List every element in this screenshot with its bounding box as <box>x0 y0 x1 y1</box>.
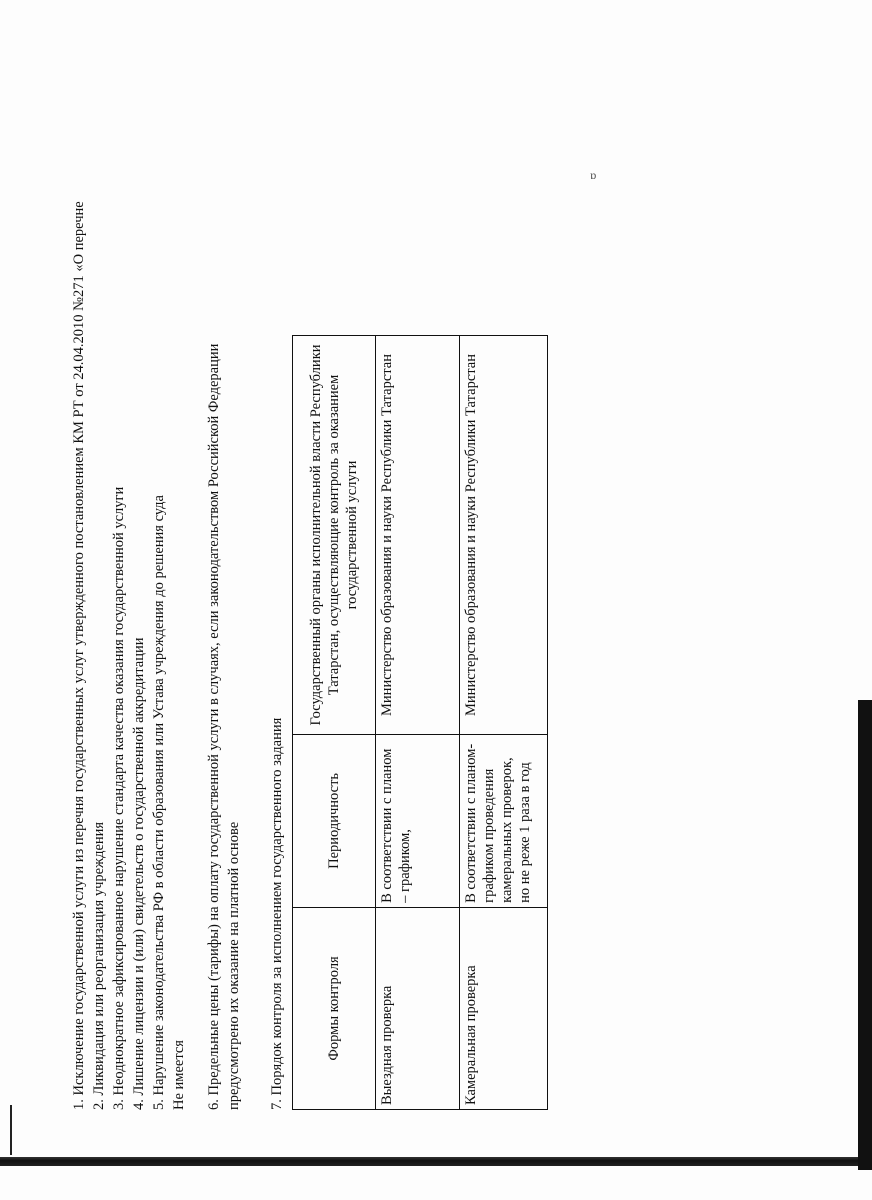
col-header-forms: Формы контроля <box>293 907 376 1109</box>
list-item-5: 5. Нарушение законодательства РФ в области образования или Устава учреждения до решения суда <box>151 495 167 1110</box>
scan-artifact-left <box>10 1105 12 1155</box>
table-header-row <box>293 336 376 1110</box>
col-header-authority: Государственный органы исполнительной власти Республики Татарстан, осуществляющие контроль за оказанием государственной услуги <box>293 336 376 735</box>
cell-period: В соответствии с планом – графиком, <box>376 734 460 907</box>
cell-form: Выездная проверка <box>376 907 460 1109</box>
control-table <box>292 335 548 1110</box>
col-header-periodicity: Периодичность <box>293 734 376 907</box>
table-row <box>376 336 460 1110</box>
rotated-content <box>70 110 630 1110</box>
list-item-1: 1. Исключение государственной услуги из перечня государственных услуг утвержденного постановлением КМ РТ от 24.04.2010 №271 «О перечне <box>71 201 87 1110</box>
section7-heading: 7. Порядок контроля за исполнением государственного задания <box>269 717 285 1110</box>
cell-authority: Министерство образования и науки Республики Татарстан <box>376 336 460 735</box>
cell-authority: Министерство образования и науки Республики Татарстан <box>460 336 548 735</box>
section6-line2: предусмотрено их оказание на платной основе <box>226 821 242 1110</box>
none-note: Не имеется <box>171 1040 187 1110</box>
cell-period: В соответствии с планом-графиком проведения камеральных проверок, но не реже 1 раза в год <box>460 734 548 907</box>
section6-line1: 6. Предельные цены (тарифы) на оплату государственной услуги в случаях, если законодательством Российской Федерации <box>206 343 222 1110</box>
scan-speck: ɒ <box>590 168 597 182</box>
list-item-4: 4. Лишение лицензии и (или) свидетельств о государственной аккредитации <box>131 637 147 1110</box>
list-item-3: 3. Неоднократное зафиксированное нарушение стандарта качества оказания государственной услуги <box>111 486 127 1110</box>
scan-artifact-edge <box>858 700 872 1170</box>
list-item-2: 2. Ликвидация или реорганизация учреждения <box>91 821 107 1110</box>
cell-form: Камеральная проверка <box>460 907 548 1109</box>
table-row <box>460 336 548 1110</box>
scan-artifact-bar <box>0 1157 872 1166</box>
